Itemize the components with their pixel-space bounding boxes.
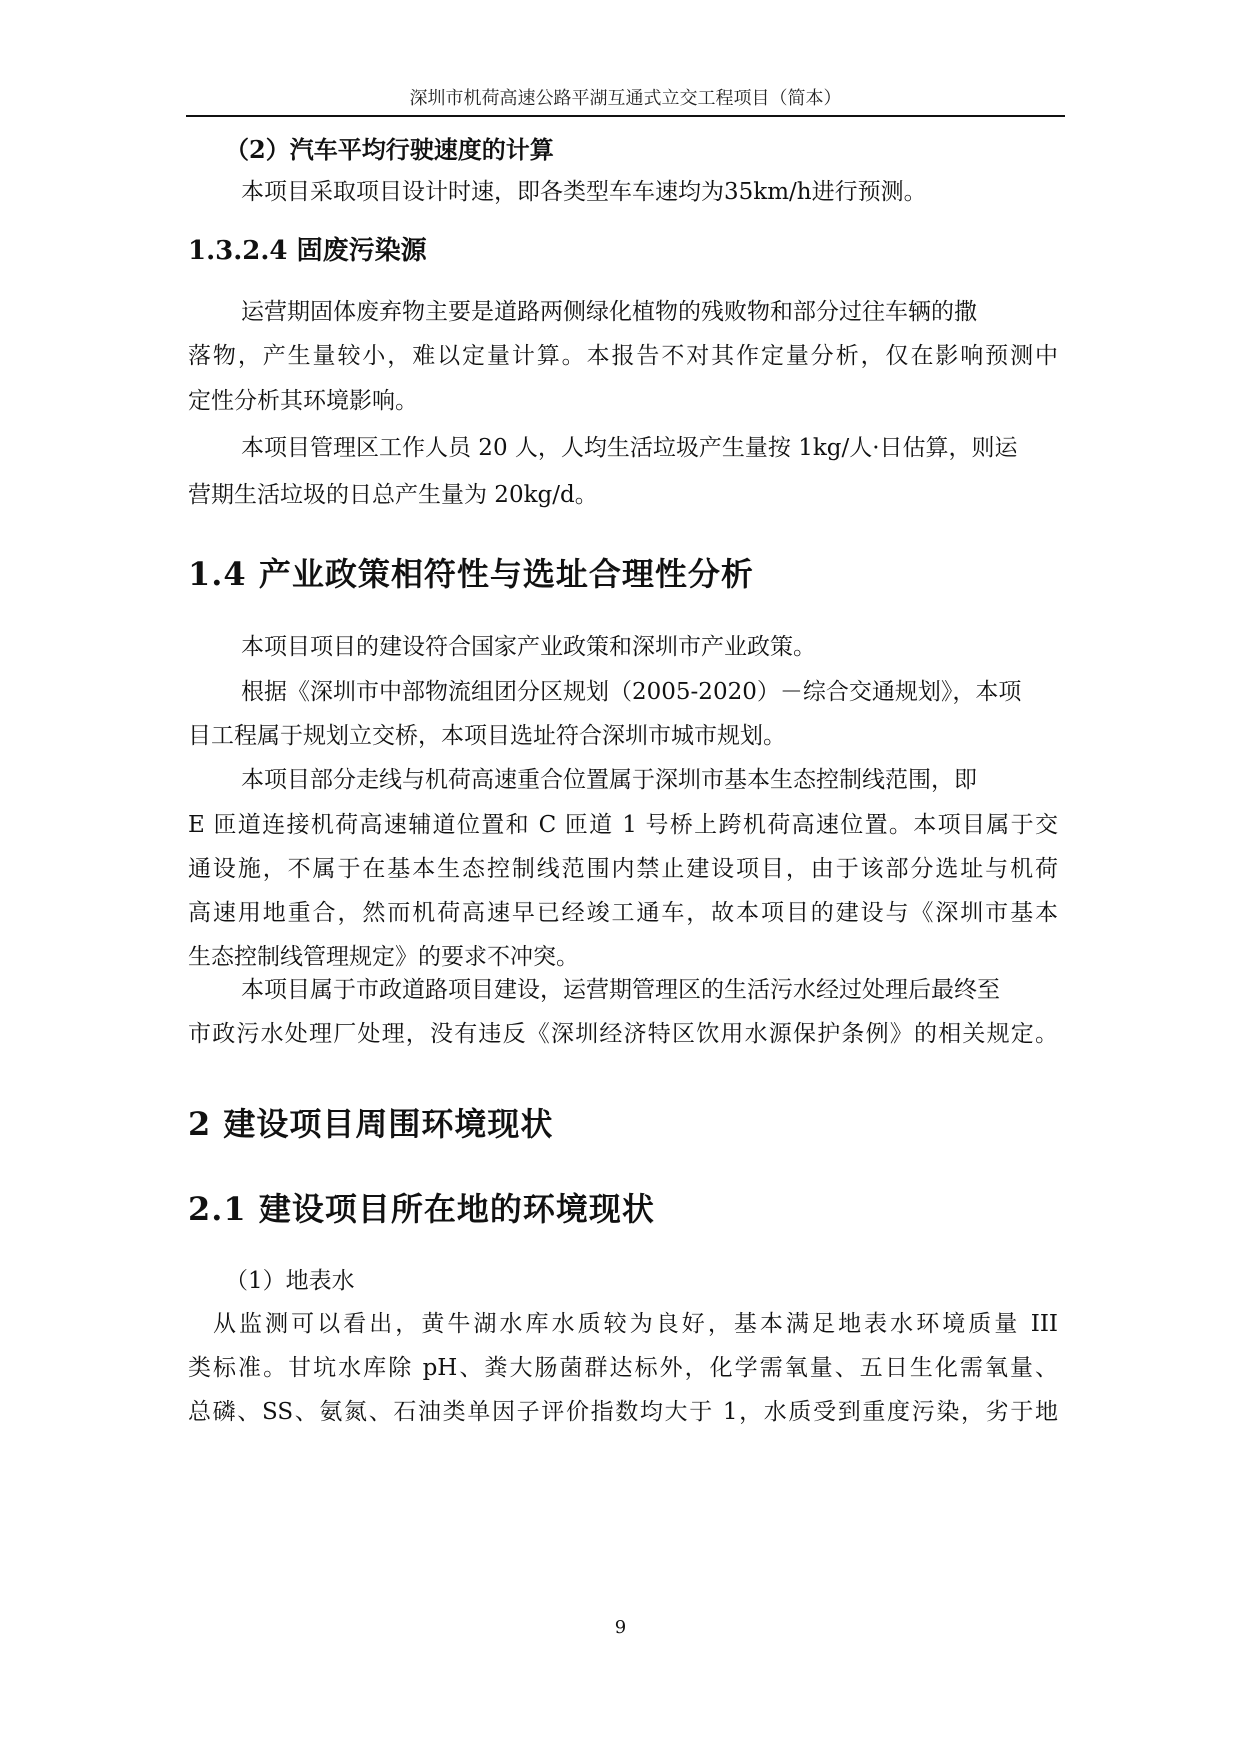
section-heading-2-1: 2.1 建设项目所在地的环境现状 <box>188 1190 655 1228</box>
page-number: 9 <box>614 1617 627 1638</box>
paragraph-line: 生态控制线管理规定》的要求不冲突。 <box>188 944 579 970</box>
paragraph-line: 落物，产生量较小，难以定量计算。本报告不对其作定量分析，仅在影响预测中 <box>188 343 1058 369</box>
paragraph-line: 运营期固体废弃物主要是道路两侧绿化植物的残败物和部分过往车辆的撒 <box>241 299 977 325</box>
paragraph-line: 本项目管理区工作人员 20 人，人均生活垃圾产生量按 1kg/人·日估算，则运 <box>241 435 1018 461</box>
paragraph-line: 从监测可以看出，黄牛湖水库水质较为良好，基本满足地表水环境质量 III <box>213 1311 1058 1337</box>
paragraph-line: E 匝道连接机荷高速辅道位置和 C 匝道 1 号桥上跨机荷高速位置。本项目属于交 <box>188 812 1058 838</box>
paragraph-line: 根据《深圳市中部物流组团分区规划（2005-2020）－综合交通规划》，本项 <box>241 679 1022 705</box>
speed-text: 本项目采取项目设计时速，即各类型车车速均为35km/h进行预测。 <box>241 179 927 205</box>
paragraph-line: 定性分析其环境影响。 <box>188 388 418 414</box>
paragraph-line: 市政污水处理厂处理，没有违反《深圳经济特区饮用水源保护条例》的相关规定。 <box>188 1021 1058 1047</box>
header-rule <box>186 115 1065 117</box>
water-heading: （1）地表水 <box>225 1268 355 1294</box>
running-header: 深圳市机荷高速公路平湖互通式立交工程项目（简本） <box>409 88 842 109</box>
paragraph-line: 本项目项目的建设符合国家产业政策和深圳市产业政策。 <box>241 634 816 660</box>
paragraph-line: 营期生活垃圾的日总产生量为 20kg/d。 <box>188 482 598 508</box>
paragraph-line: 高速用地重合，然而机荷高速早已经竣工通车，故本项目的建设与《深圳市基本 <box>188 900 1058 926</box>
section-heading-1-4: 1.4 产业政策相符性与选址合理性分析 <box>188 555 754 593</box>
section-heading-1-3-2-4: 1.3.2.4 固废污染源 <box>188 236 427 266</box>
paragraph-line: 本项目部分走线与机荷高速重合位置属于深圳市基本生态控制线范围，即 <box>241 767 977 793</box>
paragraph-line: 通设施，不属于在基本生态控制线范围内禁止建设项目，由于该部分选址与机荷 <box>188 856 1058 882</box>
paragraph-line: 类标准。甘坑水库除 pH、粪大肠菌群达标外，化学需氧量、五日生化需氧量、 <box>188 1355 1058 1381</box>
paragraph-line: 总磷、SS、氨氮、石油类单因子评价指数均大于 1，水质受到重度污染，劣于地 <box>188 1399 1058 1425</box>
speed-heading: （2）汽车平均行驶速度的计算 <box>225 135 554 164</box>
paragraph-line: 目工程属于规划立交桥，本项目选址符合深圳市城市规划。 <box>188 723 786 749</box>
paragraph-line: 本项目属于市政道路项目建设，运营期管理区的生活污水经过处理后最终至 <box>241 977 1000 1003</box>
section-heading-2: 2 建设项目周围环境现状 <box>188 1105 554 1143</box>
